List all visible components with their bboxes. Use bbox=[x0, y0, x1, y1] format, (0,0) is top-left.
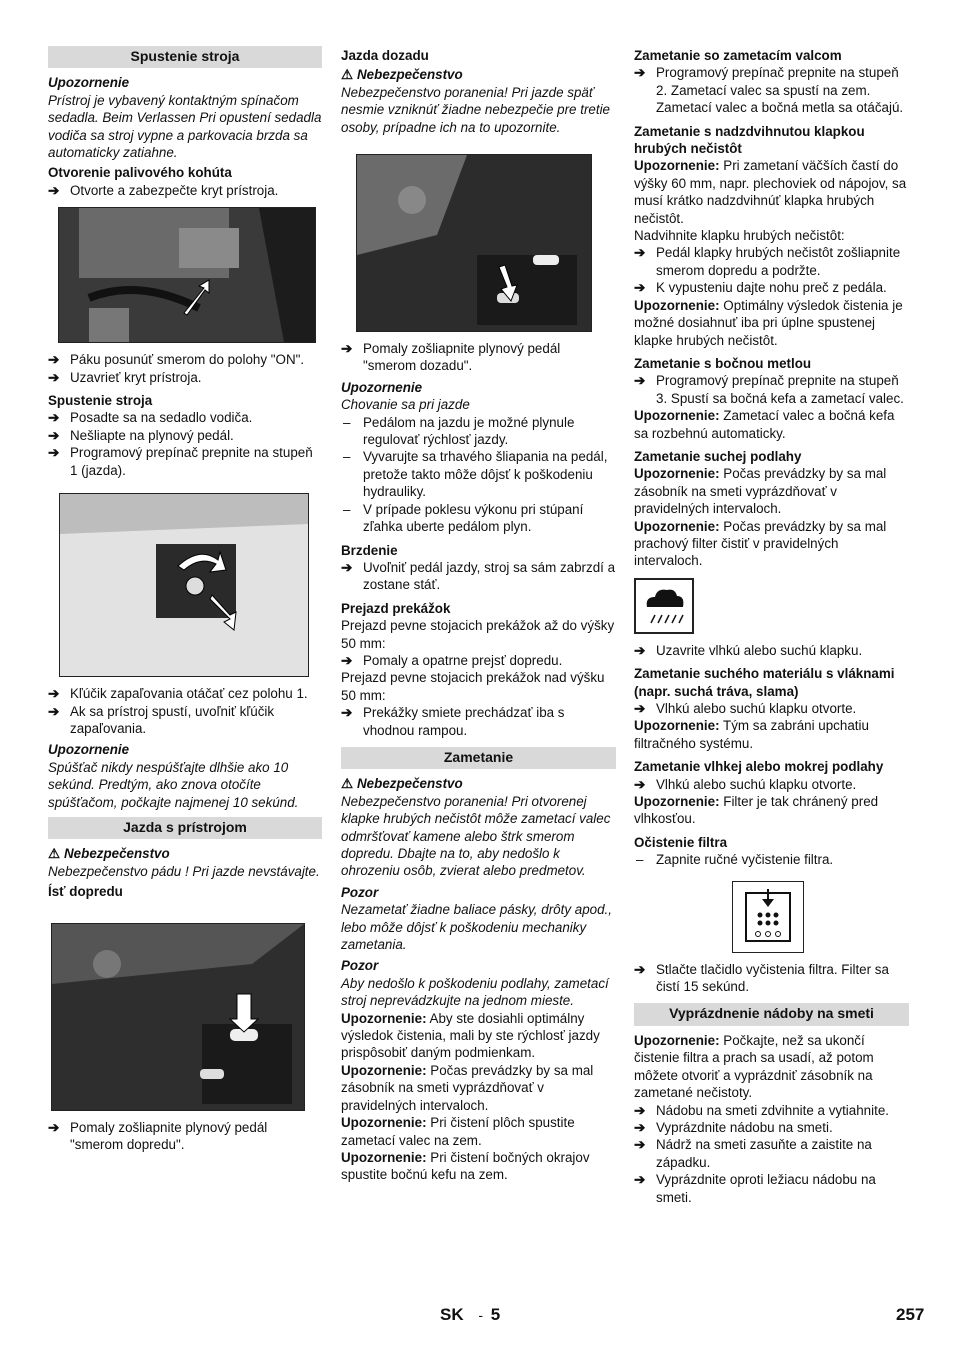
caution-text: Nezametať žiadne baliace pásky, drôty apod., lebo môže dôjsť k poškodeniu mechaniky zametania. bbox=[341, 902, 612, 953]
language-code: SK bbox=[440, 1305, 464, 1324]
step: ➔ Otvorte a zabezpečte kryt prístroja. bbox=[48, 182, 279, 198]
subheading-fiber: Zametanie suchého materiálu s vláknami (napr. suchá tráva, slama) bbox=[634, 666, 895, 699]
subheading-reverse: Jazda dozadu bbox=[341, 48, 429, 63]
caution-title: Pozor bbox=[341, 884, 379, 900]
step: ➔ Uzavrite vlhkú alebo suchú klapku. bbox=[634, 642, 863, 658]
note-paragraph: Upozornenie: Tým sa zabráni upchatiu filtračného systému. bbox=[634, 718, 869, 751]
arrow-icon: ➔ bbox=[48, 182, 60, 198]
danger-title: ⚠ Nebezpečenstvo bbox=[48, 846, 170, 862]
danger-title: ⚠ Nebezpečenstvo bbox=[341, 67, 463, 83]
column-3 bbox=[634, 44, 909, 1206]
step: ➔ Nádobu na smeti zdvihnite a vytiahnite. bbox=[634, 1102, 889, 1118]
arrow-icon: ➔ bbox=[634, 1137, 646, 1153]
step: ➔ Prekážky smiete prechádzať iba s vhodnou rampou. bbox=[341, 705, 565, 738]
note-paragraph: Upozornenie: Optimálny výsledok čistenia je možné dosiahnuť iba pri úplne spustenej klapke hrubých nečistôt. bbox=[634, 297, 903, 348]
note-paragraph: Upozornenie: Počas prevádzky by sa mal zásobník na smeti vyprázdňovať v pravidelných intervaloch. bbox=[634, 466, 887, 517]
arrow-icon: ➔ bbox=[634, 1102, 646, 1118]
subheading-filter: Očistenie filtra bbox=[634, 834, 728, 850]
column-1 bbox=[48, 44, 322, 1153]
subheading-flap: Zametanie s nadzdvihnutou klapkou hrubých nečistôt bbox=[634, 123, 865, 157]
note-title: Upozornenie bbox=[48, 742, 130, 758]
arrow-icon: ➔ bbox=[48, 410, 60, 426]
arrow-icon: ➔ bbox=[341, 341, 353, 357]
arrow-icon: ➔ bbox=[48, 703, 60, 719]
step: ➔ Kľúčik zapaľovania otáčať cez polohu 1. bbox=[48, 686, 308, 702]
section-heading-drive: Jazda s prístrojom bbox=[48, 817, 322, 839]
arrow-icon: ➔ bbox=[634, 1172, 646, 1188]
step: ➔ Pomaly zošliapnite plynový pedál "smerom dozadu". bbox=[341, 341, 561, 374]
arrow-icon: ➔ bbox=[634, 280, 646, 296]
danger-text: Nebezpečenstvo poranenia! Pri jazde späť nesmie vzniknúť žiadne nebezpečie pre tretie osoby, prípadne ich na to upozornite. bbox=[341, 84, 610, 135]
step: ➔ Programový prepínač prepnite na stupeň 3. Spustí sa bočná kefa a zametací valec. bbox=[634, 373, 904, 406]
step: ➔ Pomaly zošliapnite plynový pedál "smerom dopredu". bbox=[48, 1119, 268, 1152]
step: ➔ Nešliapte na plynový pedál. bbox=[48, 427, 234, 443]
ignition-image bbox=[60, 494, 308, 676]
arrow-icon: ➔ bbox=[341, 705, 353, 721]
note-paragraph: Upozornenie: Pri zametaní väčších častí do výšky 60 mm, napr. plechoviek od nápojov, sa musí krátko nadzdvihnúť klapka hrubých nečistôt. bbox=[634, 158, 907, 226]
column-2 bbox=[341, 44, 616, 1184]
step: ➔ Programový prepínač prepnite na stupeň 1 (jazda). bbox=[48, 445, 313, 478]
step: ➔ Vlhkú alebo suchú klapku otvorte. bbox=[634, 701, 857, 716]
step: ➔ Vlhkú alebo suchú klapku otvorte. bbox=[634, 776, 857, 792]
note-subtitle: Chovanie sa pri jazde bbox=[341, 397, 470, 413]
step: ➔ Páku posunúť smerom do polohy "ON". bbox=[48, 352, 305, 368]
arrow-icon: ➔ bbox=[634, 642, 646, 658]
note-paragraph: Upozornenie: Počkajte, než sa ukončí čistenie filtra a prach sa usadí, až potom môžete otvoriť a vyprázdniť zásobník na zametané nečistoty. bbox=[634, 1032, 874, 1101]
dash-item: – Pedálom na jazdu je možné plynule regulovať rýchlosť jazdy. bbox=[343, 414, 575, 448]
step: ➔ Uzavrieť kryt prístroja. bbox=[48, 369, 202, 385]
dry-wet-symbol bbox=[634, 578, 694, 634]
step: ➔ Posadte sa na sedadlo vodiča. bbox=[48, 410, 253, 426]
note-paragraph: Upozornenie: Aby ste dosiahli optimálny výsledok čistenia, mali by ste rýchlosť jazdy prispôsobiť daným podmienkam. bbox=[341, 1010, 600, 1061]
note-text: Spúšťač nikdy nespúšťajte dlhšie ako 10 sekúnd. Predtým, ako znova otočíte spúšťačom, počkajte najmenej 10 sekúnd. bbox=[48, 759, 299, 810]
note-paragraph: Upozornenie: Filter je tak chránený pred vlhkosťou. bbox=[634, 794, 879, 827]
danger-title: ⚠ Nebezpečenstvo bbox=[341, 776, 463, 792]
subheading-roller: Zametanie so zametacím valcom bbox=[634, 48, 842, 63]
subheading-dry-floor: Zametanie suchej podlahy bbox=[634, 448, 802, 464]
forward-pedal-photo bbox=[51, 923, 305, 1111]
note-text: Prístroj je vybavený kontaktným spínačom sedadla. Beim Verlassen Pri opustení sedadla vodiča sa stroj vypne a parkovacia brzda sa automaticky zatiahne. bbox=[48, 92, 322, 161]
arrow-icon: ➔ bbox=[634, 65, 646, 81]
danger-text: Nebezpečenstvo poranenia! Pri otvorenej klapke hrubých nečistôt môže zametací valec odmršťovať kamene alebo štrk smerom dopredu. Dbajte na to, aby nedošlo k ohrozeniu osôb, zvierat alebo predmetov. bbox=[341, 793, 611, 879]
rain-cloud-icon bbox=[639, 583, 689, 629]
dash-item: – Vyvarujte sa trhavého šliapania na pedál, pretože takto môže dôjsť k poškodeniu hydrauliky. bbox=[343, 449, 608, 500]
arrow-icon: ➔ bbox=[48, 686, 60, 702]
danger-text: Nebezpečenstvo pádu ! Pri jazde nevstávajte. bbox=[48, 863, 320, 879]
page-number: 257 bbox=[896, 1305, 925, 1324]
arrow-icon: ➔ bbox=[634, 961, 646, 977]
section-heading-sweep: Zametanie bbox=[341, 747, 616, 769]
caution-text: Aby nedošlo k poškodeniu podlahy, zametací stroj neprevádzkujte na jednom mieste. bbox=[341, 975, 609, 1009]
subheading-wet-floor: Zametanie vlhkej alebo mokrej podlahy bbox=[634, 759, 884, 775]
step: ➔ Nádrž na smeti zasuňte a zaistite na západku. bbox=[634, 1137, 872, 1170]
step: ➔ Ak sa prístroj spustí, uvoľniť kľúčik zapaľovania. bbox=[48, 703, 275, 736]
engine-photo bbox=[58, 207, 316, 343]
subheading-obstacles: Prejazd prekážok bbox=[341, 600, 451, 616]
reverse-pedal-photo bbox=[356, 154, 592, 332]
step: ➔ Programový prepínač prepnite na stupeň 2. Zametací valec sa spustí na zem. Zametací valec a bočná metla sa otáčajú. bbox=[634, 65, 904, 116]
section-heading-start: Spustenie stroja bbox=[48, 46, 322, 68]
arrow-icon: ➔ bbox=[48, 1119, 60, 1135]
step: ➔ Uvoľniť pedál jazdy, stroj sa sám zabrzdí a zostane stáť. bbox=[341, 559, 616, 593]
footer-separator: - bbox=[478, 1307, 484, 1323]
filter-clean-icon bbox=[738, 887, 798, 947]
obstacle-text: Prejazd pevne stojacich prekážok až do výšky 50 mm: bbox=[341, 618, 615, 651]
subheading-forward: Ísť dopredu bbox=[48, 884, 123, 900]
warning-icon: ⚠ bbox=[341, 67, 354, 83]
arrow-icon: ➔ bbox=[48, 427, 60, 443]
dash-item: – Zapnite ručné vyčistenie filtra. bbox=[636, 852, 834, 868]
note-paragraph: Upozornenie: Počas prevádzky by sa mal prachový filter čistiť v pravidelných intervaloch. bbox=[634, 518, 887, 569]
arrow-icon: ➔ bbox=[634, 701, 646, 716]
step: ➔ Stlačte tlačidlo vyčistenia filtra. Filter sa čistí 15 sekúnd. bbox=[634, 961, 889, 995]
note-paragraph: Upozornenie: Počas prevádzky by sa mal zásobník na smeti vyprázdňovať v pravidelných intervaloch. bbox=[341, 1062, 594, 1113]
subheading-side-brush: Zametanie s bočnou metlou bbox=[634, 355, 812, 371]
step: ➔ Pedál klapky hrubých nečistôt zošliapnite smerom dopredu a podržte. bbox=[634, 245, 901, 278]
filter-cleaning-symbol bbox=[732, 881, 804, 953]
arrow-icon: ➔ bbox=[341, 652, 353, 668]
note-paragraph: Upozornenie: Pri čistení plôch spustite zametací valec na zem. bbox=[341, 1115, 575, 1148]
step: ➔ Pomaly a opatrne prejsť dopredu. bbox=[341, 652, 563, 668]
arrow-icon: ➔ bbox=[48, 352, 60, 368]
reverse-pedal-image bbox=[357, 155, 591, 331]
local-page-number: 5 bbox=[490, 1305, 501, 1324]
section-heading-empty: Vyprázdnenie nádoby na smeti bbox=[634, 1003, 909, 1025]
obstacle-text: Prejazd pevne stojacich prekážok nad výšku 50 mm: bbox=[341, 670, 605, 703]
forward-pedal-image bbox=[52, 924, 304, 1110]
note-paragraph: Upozornenie: Zametací valec a bočná kefa sa rozbehnú automaticky. bbox=[634, 408, 895, 441]
dash-item: – V prípade poklesu výkonu pri stúpaní zľahka uberte pedálom plyn. bbox=[343, 501, 584, 535]
ignition-photo bbox=[59, 493, 309, 677]
arrow-icon: ➔ bbox=[634, 776, 646, 792]
step: ➔ Vyprázdnite nádobu na smeti. bbox=[634, 1119, 833, 1135]
note-title: Upozornenie bbox=[341, 379, 423, 395]
step: ➔ Vyprázdnite oproti ležiacu nádobu na smeti. bbox=[634, 1172, 876, 1205]
flap-text: Nadvihnite klapku hrubých nečistôt: bbox=[634, 228, 845, 244]
footer-language bbox=[440, 1306, 500, 1324]
arrow-icon: ➔ bbox=[634, 245, 646, 261]
note-paragraph: Upozornenie: Pri čistení bočných okrajov spustite bočnú kefu na zem. bbox=[341, 1149, 590, 1183]
arrow-icon: ➔ bbox=[341, 559, 353, 575]
arrow-icon: ➔ bbox=[634, 373, 646, 389]
note-title: Upozornenie bbox=[48, 75, 130, 91]
step: ➔ K vypusteniu dajte nohu preč z pedála. bbox=[634, 280, 887, 296]
arrow-icon: ➔ bbox=[48, 445, 60, 461]
caution-title: Pozor bbox=[341, 958, 379, 974]
warning-icon: ⚠ bbox=[341, 776, 354, 792]
engine-image bbox=[59, 208, 315, 342]
subheading-brake: Brzdenie bbox=[341, 542, 398, 558]
subheading-start: Spustenie stroja bbox=[48, 393, 153, 409]
arrow-icon: ➔ bbox=[634, 1119, 646, 1135]
subheading-fuel: Otvorenie palivového kohúta bbox=[48, 165, 232, 181]
warning-icon: ⚠ bbox=[48, 846, 61, 862]
arrow-icon: ➔ bbox=[48, 369, 60, 385]
